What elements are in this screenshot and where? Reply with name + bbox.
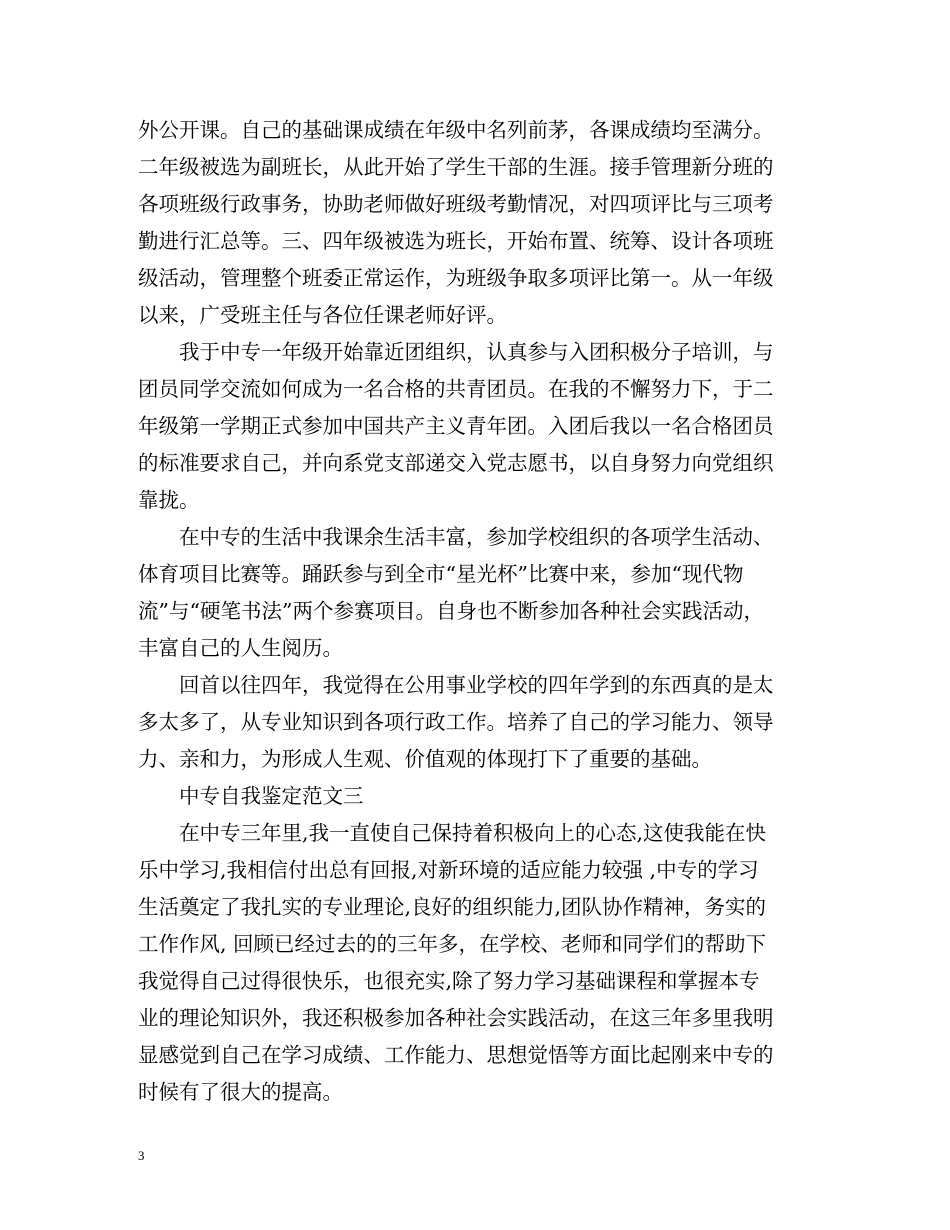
body-text	[138, 112, 818, 1111]
text-line: 在中专的生活中我课余生活丰富，参加学校组织的各项学生活动、	[179, 525, 774, 549]
page-number: 3	[138, 1148, 145, 1163]
text-line: 力、亲和力，为形成人生观、价值观的体现打下了重要的基础。	[138, 747, 712, 771]
text-line: 勤进行汇总等。三、四年级被选为班长，开始布置、统筹、设计各项班	[138, 229, 774, 253]
text-line: 在中专三年里,我一直使自己保持着积极向上的心态,这使我能在快	[179, 821, 767, 845]
text-line: 的标准要求自己，并向系党支部递交入党志愿书，以自身努力向党组织	[138, 451, 774, 475]
text-line: 以来，广受班主任与各位任课老师好评。	[138, 303, 507, 327]
text-line: 我于中专一年级开始靠近团组织，认真参与入团积极分子培训，与	[179, 340, 774, 364]
text-line: 靠拢。	[138, 488, 200, 512]
text-line: 团员同学交流如何成为一名合格的共青团员。在我的不懈努力下，于二	[138, 377, 774, 401]
text-line: 我觉得自己过得很快乐，也很充实,除了努力学习基础课程和掌握本专	[138, 969, 760, 993]
text-line: 显感觉到自己在学习成绩、工作能力、思想觉悟等方面比起刚来中专的	[138, 1043, 774, 1067]
text-line: 级活动，管理整个班委正常运作，为班级争取多项评比第一。从一年级	[138, 266, 774, 290]
text-line: 丰富自己的人生阅历。	[138, 636, 343, 660]
text-line: 多太多了，从专业知识到各项行政工作。培养了自己的学习能力、领导	[138, 710, 774, 734]
text-line: 二年级被选为副班长，从此开始了学生干部的生涯。接手管理新分班的	[138, 155, 774, 179]
text-line: 业的理论知识外，我还积极参加各种社会实践活动，在这三年多里我明	[138, 1006, 774, 1030]
text-line: 流”与“硬笔书法”两个参赛项目。自身也不断参加各种社会实践活动，	[138, 599, 764, 623]
text-line: 中专自我鉴定范文三	[179, 784, 364, 808]
text-line: 年级第一学期正式参加中国共产主义青年团。入团后我以一名合格团员	[138, 414, 774, 438]
text-line: 外公开课。自己的基础课成绩在年级中名列前茅，各课成绩均至满分。	[138, 118, 774, 142]
text-line: 时候有了很大的提高。	[138, 1080, 343, 1104]
text-line: 乐中学习,我相信付出总有回报,对新环境的适应能力较强 ,中专的学习	[138, 858, 759, 882]
text-line: 体育项目比赛等。踊跃参与到全市“星光杯”比赛中来，参加“现代物	[138, 562, 744, 586]
text-line: 回首以往四年，我觉得在公用事业学校的四年学到的东西真的是太	[179, 673, 774, 697]
text-line: 工作作风, 回顾已经过去的的三年多，在学校、老师和同学们的帮助下	[138, 932, 767, 956]
text-line: 生活奠定了我扎实的专业理论,良好的组织能力,团队协作精神，务实的	[138, 895, 767, 919]
text-line: 各项班级行政事务，协助老师做好班级考勤情况，对四项评比与三项考	[138, 192, 774, 216]
